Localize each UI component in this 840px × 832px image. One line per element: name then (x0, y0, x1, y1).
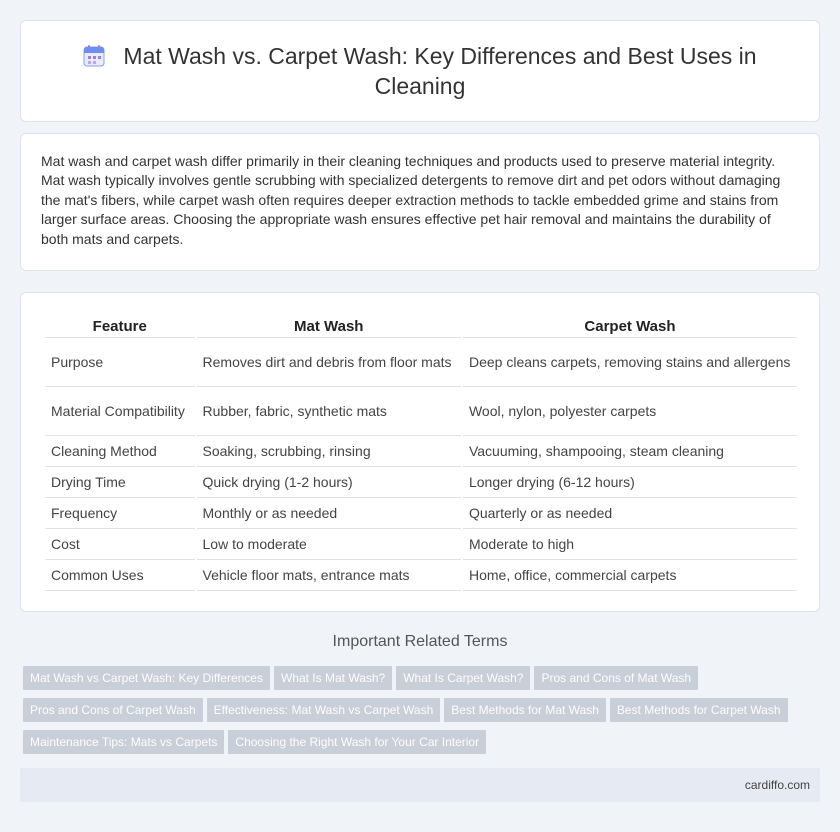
carpet-wash-cell: Quarterly or as needed (463, 498, 797, 529)
mat-wash-cell: Low to moderate (197, 529, 461, 560)
carpet-wash-cell: Moderate to high (463, 529, 797, 560)
feature-cell: Frequency (45, 498, 195, 529)
footer (20, 768, 820, 802)
header-carpet-wash: Carpet Wash (463, 315, 797, 338)
carpet-wash-cell: Wool, nylon, polyester carpets (463, 387, 797, 436)
header-feature: Feature (45, 315, 195, 338)
summary-text: Mat wash and carpet wash differ primarily in their cleaning techniques and products used to preserve material integrity. Mat wash typically involves gentle scrubbing with specialized detergents to remove dirt and pet odors without damaging the mat's fibers, while carpet wash often requires deeper extraction methods to tackle embedded grime and stains from larger surface areas. Choosing the appropriate wash ensures effective pet hair removal and maintains the durability of both mats and carpets. (41, 153, 781, 247)
feature-cell: Cleaning Method (45, 436, 195, 467)
calendar-icon (83, 45, 105, 67)
feature-cell: Cost (45, 529, 195, 560)
header-mat-wash: Mat Wash (197, 315, 461, 338)
mat-wash-cell: Monthly or as needed (197, 498, 461, 529)
mat-wash-cell: Vehicle floor mats, entrance mats (197, 560, 461, 591)
mat-wash-cell: Quick drying (1-2 hours) (197, 467, 461, 498)
table-row (45, 387, 797, 436)
page-title (61, 41, 779, 101)
mat-wash-cell: Rubber, fabric, synthetic mats (197, 387, 461, 436)
carpet-wash-cell: Home, office, commercial carpets (463, 560, 797, 591)
related-term-tag[interactable]: What Is Carpet Wash? (396, 666, 530, 690)
related-term-tag[interactable]: Best Methods for Carpet Wash (610, 698, 788, 722)
table-row (45, 529, 797, 560)
feature-cell: Common Uses (45, 560, 195, 591)
feature-cell: Material Compatibility (45, 387, 195, 436)
comparison-card (20, 292, 820, 612)
mat-wash-cell: Soaking, scrubbing, rinsing (197, 436, 461, 467)
page-title-text: Mat Wash vs. Carpet Wash: Key Differences and Best Uses in Cleaning (123, 43, 757, 99)
related-term-tag[interactable]: Pros and Cons of Mat Wash (534, 666, 698, 690)
table-row (45, 467, 797, 498)
title-card (20, 20, 820, 122)
table-header-row (45, 315, 797, 338)
related-terms-title: Important Related Terms (332, 633, 508, 650)
summary-card (20, 133, 820, 271)
related-term-tag[interactable]: Maintenance Tips: Mats vs Carpets (23, 730, 224, 754)
table-row (45, 436, 797, 467)
related-term-tag[interactable]: What Is Mat Wash? (274, 666, 392, 690)
table-row (45, 560, 797, 591)
related-term-tag[interactable]: Effectiveness: Mat Wash vs Carpet Wash (207, 698, 441, 722)
feature-cell: Purpose (45, 338, 195, 387)
carpet-wash-cell: Longer drying (6-12 hours) (463, 467, 797, 498)
related-term-tag[interactable]: Choosing the Right Wash for Your Car Interior (228, 730, 486, 754)
related-term-tag[interactable]: Pros and Cons of Carpet Wash (23, 698, 203, 722)
carpet-wash-cell: Deep cleans carpets, removing stains and allergens (463, 338, 797, 387)
feature-cell: Drying Time (45, 467, 195, 498)
related-term-tag[interactable]: Mat Wash vs Carpet Wash: Key Differences (23, 666, 270, 690)
table-row (45, 338, 797, 387)
footer-site-link[interactable]: cardiffo.com (744, 778, 810, 792)
related-terms-list (23, 666, 823, 762)
mat-wash-cell: Removes dirt and debris from floor mats (197, 338, 461, 387)
table-row (45, 498, 797, 529)
comparison-table (43, 315, 799, 591)
carpet-wash-cell: Vacuuming, shampooing, steam cleaning (463, 436, 797, 467)
related-term-tag[interactable]: Best Methods for Mat Wash (444, 698, 606, 722)
